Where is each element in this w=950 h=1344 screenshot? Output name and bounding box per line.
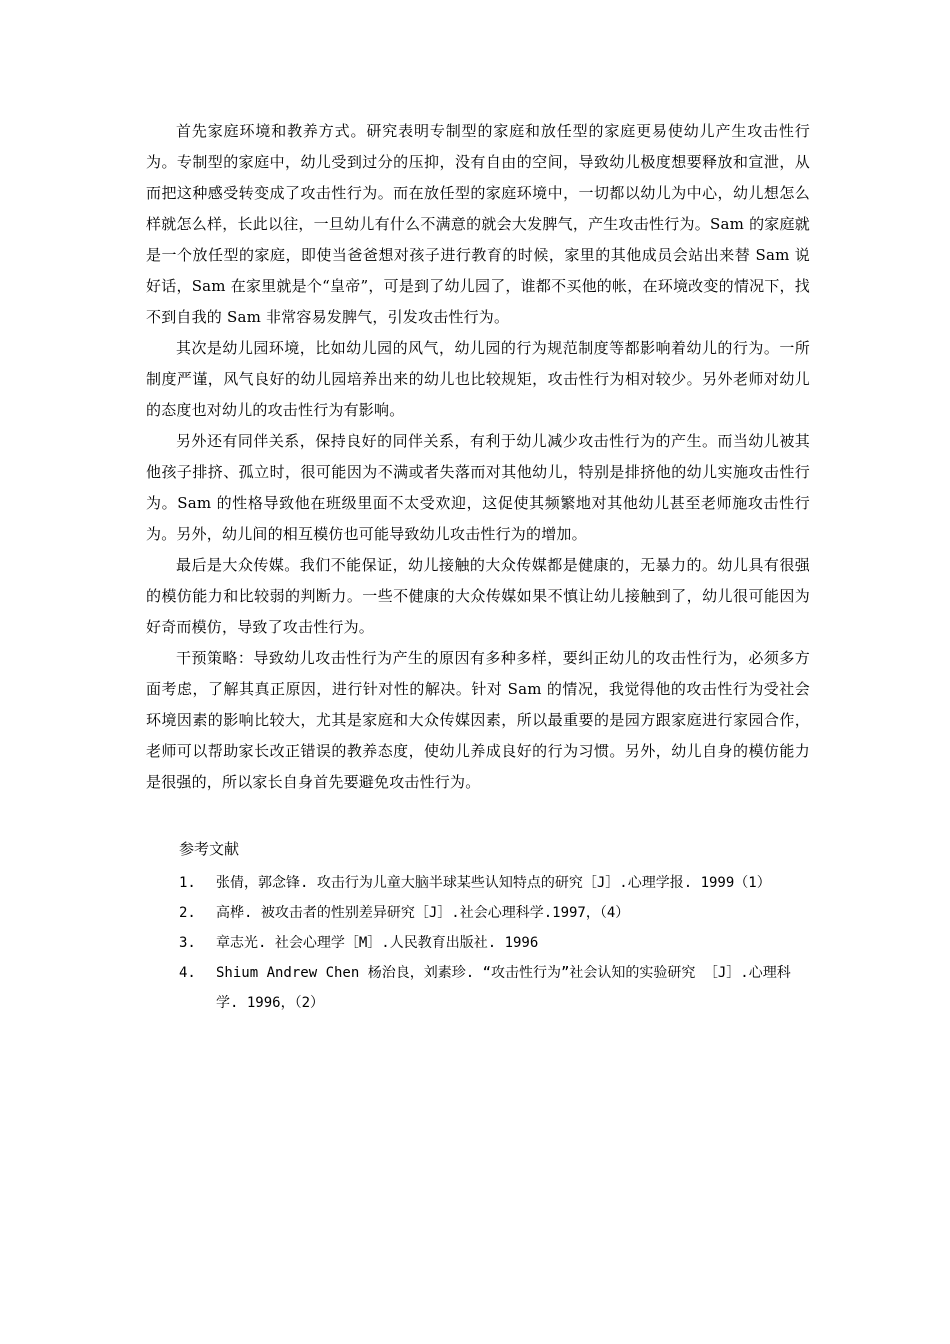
reference-item	[146, 928, 810, 958]
references-section	[146, 834, 810, 1018]
reference-item	[146, 898, 810, 928]
body-paragraph-intervention: 干预策略：导致幼儿攻击性行为产生的原因有多种多样，要纠正幼儿的攻击性行为，必须多方面考虑，了解其真正原因，进行针对性的解决。针对 Sam 的情况，我觉得他的攻击性行为受社会环境因素的影响比较大，尤其是家庭和大众传媒因素，所以最重要的是园方跟家庭进行家园合作，老师可以帮助家长改正错误的教养态度，使幼儿养成良好的行为习惯。另外，幼儿自身的模仿能力是很强的，所以家长自身首先要避免攻击性行为。	[146, 649, 810, 791]
references-title: 参考文献	[179, 840, 240, 858]
reference-item	[146, 868, 810, 898]
reference-number: 2.	[179, 905, 196, 921]
reference-number: 3.	[179, 935, 196, 951]
reference-text: 张倩，郭念锋. 攻击行为儿童大脑半球某些认知特点的研究［J］.心理学报. 1999（1）	[216, 875, 771, 891]
body-paragraph-kindergarten: 其次是幼儿园环境，比如幼儿园的风气，幼儿园的行为规范制度等都影响着幼儿的行为。一所制度严谨，风气良好的幼儿园培养出来的幼儿也比较规矩，攻击性行为相对较少。另外老师对幼儿的态度也对幼儿的攻击性行为有影响。	[146, 339, 810, 419]
reference-item	[146, 958, 810, 1018]
reference-text: 高桦. 被攻击者的性别差异研究［J］.社会心理科学.1997，（4）	[216, 905, 630, 921]
body-paragraph-peers: 另外还有同伴关系，保持良好的同伴关系，有利于幼儿减少攻击性行为的产生。而当幼儿被其他孩子排挤、孤立时，很可能因为不满或者失落而对其他幼儿，特别是排挤他的幼儿实施攻击性行为。Sam 的性格导致他在班级里面不太受欢迎，这促使其频繁地对其他幼儿甚至老师施攻击性行为。另外，幼儿间的相互模仿也可能导致幼儿攻击性行为的增加。	[146, 432, 810, 543]
reference-number: 4.	[179, 965, 196, 981]
body-paragraph-media: 最后是大众传媒。我们不能保证，幼儿接触的大众传媒都是健康的，无暴力的。幼儿具有很强的模仿能力和比较弱的判断力。一些不健康的大众传媒如果不慎让幼儿接触到了，幼儿很可能因为好奇而模仿，导致了攻击性行为。	[146, 556, 810, 636]
reference-text: 章志光. 社会心理学［M］.人民教育出版社. 1996	[216, 935, 539, 951]
body-paragraph-family: 首先家庭环境和教养方式。研究表明专制型的家庭和放任型的家庭更易使幼儿产生攻击性行为。专制型的家庭中，幼儿受到过分的压抑，没有自由的空间，导致幼儿极度想要释放和宣泄，从而把这种感受转变成了攻击性行为。而在放任型的家庭环境中，一切都以幼儿为中心，幼儿想怎么样就怎么样，长此以往，一旦幼儿有什么不满意的就会大发脾气，产生攻击性行为。Sam 的家庭就是一个放任型的家庭，即使当爸爸想对孩子进行教育的时候，家里的其他成员会站出来替 Sam 说好话，Sam 在家里就是个“皇帝”，可是到了幼儿园了，谁都不买他的帐，在环境改变的情况下，找不到自我的 Sam 非常容易发脾气，引发攻击性行为。	[146, 122, 810, 326]
reference-number: 1.	[179, 875, 196, 891]
document-page	[146, 116, 810, 1018]
reference-text: Shium Andrew Chen 杨治良，刘素珍. “攻击性行为”社会认知的实验研究 ［J］.心理科学. 1996，（2）	[216, 965, 791, 1011]
